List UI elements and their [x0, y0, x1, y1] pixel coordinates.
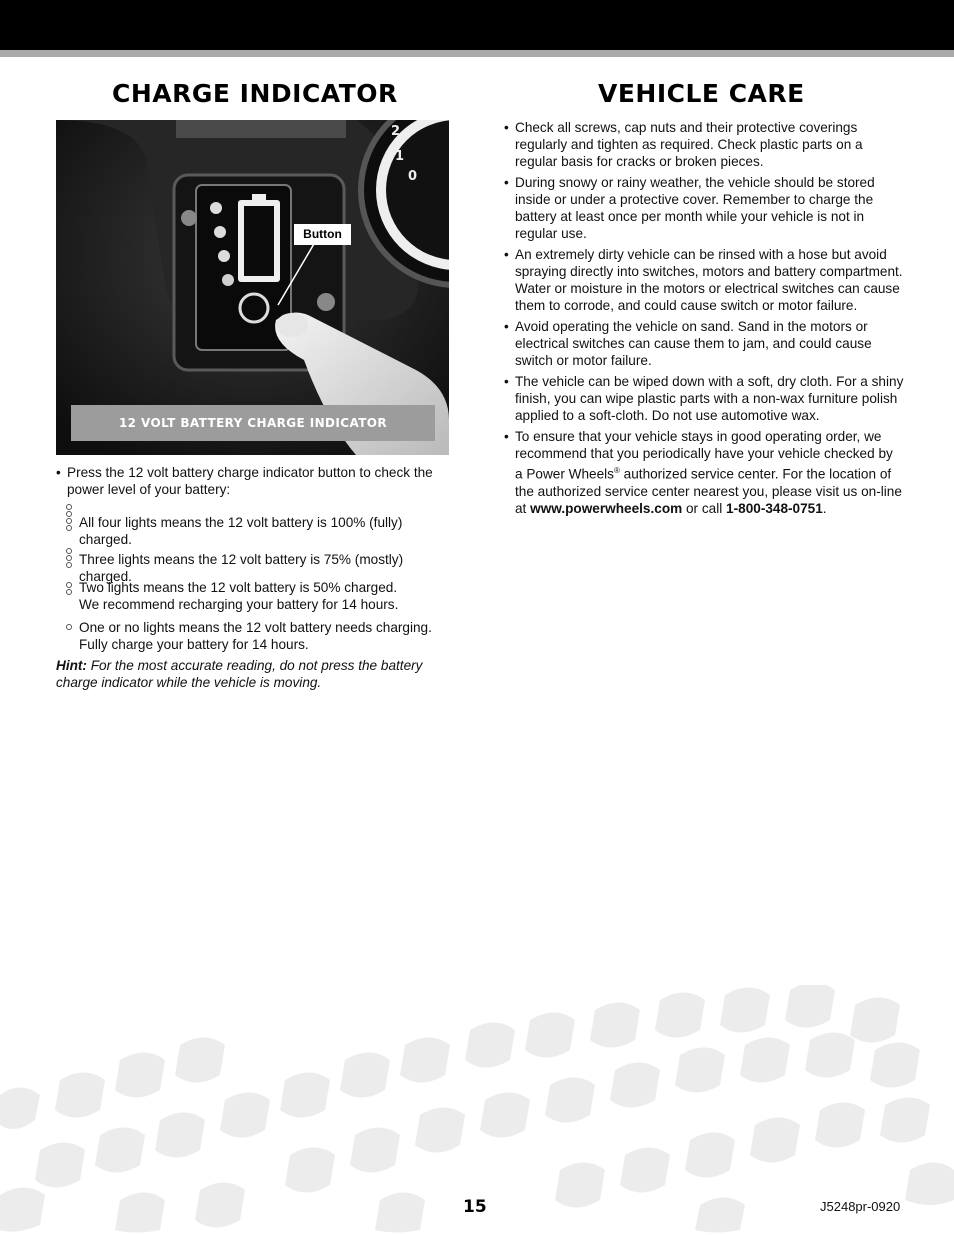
level-text-two-recommend: We recommend recharging your battery for 14 hours.	[79, 597, 399, 612]
charge-instructions	[56, 464, 446, 691]
care-item-text: Avoid operating the vehicle on sand. Sand in the motors or electrical switches can cause them to jam, and could cause switch or motor failure.	[515, 319, 872, 368]
service-text-2: authorized service center. For the location of the authorized service center nearest you, please visit us on-line at	[515, 466, 902, 516]
service-text-1: To ensure that your vehicle stays in good operating order, we recommend that you periodically have your vehicle checked by a Power Wheels	[515, 429, 893, 482]
page-number: 15	[463, 1197, 487, 1217]
three-lights-icon	[66, 548, 72, 568]
charge-intro-text: Press the 12 volt battery charge indicator button to check the power level of your battery:	[67, 465, 433, 497]
vehicle-care-list	[504, 119, 904, 521]
care-item	[504, 174, 904, 242]
service-text-3: or call	[682, 500, 727, 516]
registered-mark: ®	[613, 466, 620, 475]
bullet-dot: •	[504, 319, 509, 334]
website-link[interactable]: www.powerwheels.com	[530, 500, 683, 516]
level-text-four: All four lights means the 12 volt battery is 100% (fully) charged.	[79, 515, 403, 547]
charge-indicator-photo	[56, 120, 449, 455]
care-item-service	[504, 428, 904, 517]
svg-text:2: 2	[391, 124, 401, 139]
care-item	[504, 318, 904, 369]
photo-caption: 12 VOLT BATTERY CHARGE INDICATOR	[71, 405, 435, 441]
bullet-dot: •	[504, 120, 509, 135]
level-row-one	[56, 619, 446, 653]
vehicle-care-heading: VEHICLE CARE	[598, 79, 805, 108]
level-text-one: One or no lights means the 12 volt battery needs charging. Fully charge your battery for 14 hours.	[79, 620, 432, 652]
care-item	[504, 373, 904, 424]
care-item-text: An extremely dirty vehicle can be rinsed with a hose but avoid spraying directly into switches, motors and battery compartment. Water or moisture in the motors or electrical switches can cause them to corrode, and could cause switch or motor failure.	[515, 247, 903, 313]
care-item-text: During snowy or rainy weather, the vehicle should be stored inside or under a protective cover. Remember to charge the battery at least once per month while your vehicle is not in regular use.	[515, 175, 875, 241]
bullet-dot: •	[504, 374, 509, 389]
level-row-three	[56, 544, 446, 584]
bullet-dot: •	[504, 429, 509, 444]
svg-text:0: 0	[408, 169, 418, 184]
hint-label: Hint:	[56, 658, 87, 673]
top-gray-rule	[0, 50, 954, 57]
top-black-bar	[0, 0, 954, 50]
one-light-icon	[66, 624, 72, 630]
bullet-dot: •	[504, 175, 509, 190]
care-item-text: Check all screws, cap nuts and their protective coverings regularly and tighten as required. Check plastic parts on a regular basis for cracks or broken pieces.	[515, 120, 863, 169]
service-text-4: .	[822, 500, 827, 516]
button-callout-label: Button	[294, 224, 351, 245]
bullet-dot: •	[56, 465, 61, 480]
phone-number: 1-800-348-0751	[726, 500, 823, 516]
four-lights-icon	[66, 504, 72, 531]
level-text-two: Two lights means the 12 volt battery is 50% charged.	[79, 580, 398, 595]
hint-paragraph	[56, 657, 446, 691]
charge-intro-item	[56, 464, 446, 498]
bullet-dot: •	[504, 247, 509, 262]
care-item	[504, 246, 904, 314]
care-item	[504, 119, 904, 170]
level-row-four	[56, 506, 446, 547]
document-code: J5248pr-0920	[820, 1199, 901, 1214]
two-lights-icon	[66, 582, 72, 595]
hint-text: For the most accurate reading, do not press the battery charge indicator while the vehicle is moving.	[56, 658, 423, 690]
charge-indicator-heading: CHARGE INDICATOR	[112, 79, 398, 108]
svg-text:1: 1	[395, 149, 405, 164]
level-text-three: Three lights means the 12 volt battery is 75% (mostly) charged.	[79, 552, 404, 584]
care-item-text: The vehicle can be wiped down with a soft, dry cloth. For a shiny finish, you can wipe plastic parts with a non-wax furniture polish applied to a soft-cloth. Do not use automotive wax.	[515, 374, 904, 423]
level-row-two	[56, 579, 446, 613]
